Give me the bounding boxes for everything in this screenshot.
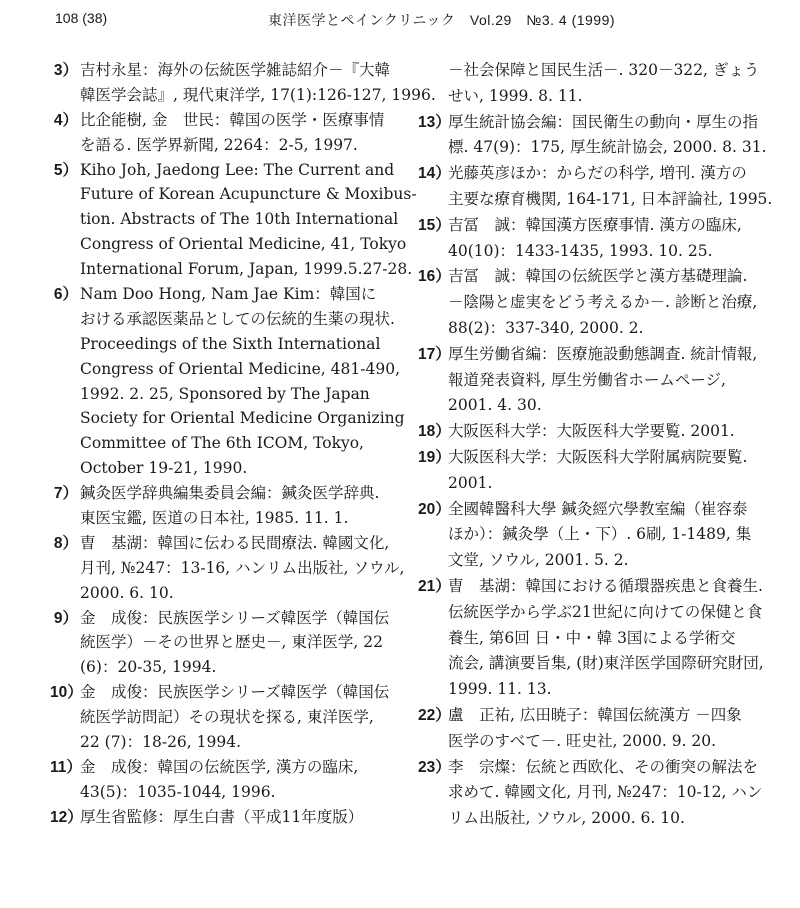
reference-text-line: tion. Abstracts of The 10th International — [80, 210, 399, 229]
reference-text-line: －陰陽と虚実をどう考えるか－. 診断と治療, — [448, 293, 758, 312]
reference-item — [418, 703, 773, 755]
reference-text-line: Future of Korean Acupuncture & Moxibus- — [80, 185, 417, 204]
reference-number: 18） — [418, 423, 451, 441]
reference-item — [50, 481, 395, 531]
reference-text-line: 吉冨 誠：韓国の伝統医学と漢方基礎理論. — [448, 267, 748, 286]
reference-text-line: 光藤英彦ほか：からだの科学, 増刊. 漢方の — [448, 164, 747, 183]
reference-number: 15） — [418, 216, 451, 234]
reference-item — [418, 574, 773, 703]
reference-item — [50, 606, 395, 681]
reference-text-line: 大阪医科大学：大阪医科大学要覧. 2001. — [448, 422, 735, 441]
reference-text-line: Congress of Oriental Medicine, 481-490, — [80, 359, 400, 378]
reference-item — [50, 805, 395, 830]
reference-text-line: 2000. 6. 10. — [80, 583, 174, 602]
reference-item — [418, 213, 773, 265]
reference-text-line: 李 宗燦：伝統と西欧化、その衝突の解法を — [448, 757, 759, 776]
reference-text-line: Committee of The 6th ICOM, Tokyo, — [80, 434, 364, 453]
reference-item — [418, 342, 773, 419]
reference-number: 12） — [50, 808, 83, 826]
reference-text-line: 曺 基湖：韓国に伝わる民間療法. 韓國文化, — [80, 533, 390, 552]
reference-text-line: 厚生統計協会編：国民衛生の動向・厚生の指 — [448, 112, 759, 131]
reference-text-line: 月刊, №247：13-16, ハンリム出版社, ソウル, — [80, 558, 405, 577]
reference-text-line: 2001. 4. 30. — [448, 396, 542, 415]
references-right-column — [418, 58, 773, 832]
reference-number: 3） — [53, 62, 78, 79]
reference-item — [50, 108, 395, 158]
reference-text-line: International Forum, Japan, 1999.5.27-28. — [80, 260, 413, 279]
reference-number: 4） — [53, 111, 78, 129]
reference-text-line: 標. 47(9)：175, 厚生統計協会, 2000. 8. 31. — [448, 138, 767, 157]
reference-text-line: Nam Doo Hong, Nam Jae Kim：韓国に — [80, 285, 377, 304]
reference-number: 6） — [53, 286, 78, 304]
reference-text-line: 吉冨 誠：韓国漢方医療事情. 漢方の臨床, — [448, 215, 742, 234]
page-number: 108 (38) — [55, 10, 108, 26]
reference-text-line: 吉村永星：海外の伝統医学雑誌紹介－『大韓 — [80, 61, 391, 79]
reference-text-line: ほか）：鍼灸學（上・下）. 6刷, 1-1489, 集 — [448, 525, 752, 544]
reference-text-line: 1992. 2. 25, Sponsored by The Japan — [80, 384, 370, 403]
reference-item — [418, 264, 773, 341]
reference-text-line: －社会保障と国民生活－. 320－322, ぎょう — [448, 61, 760, 79]
reference-text-line: 主要な療育機関, 164-171, 日本評論社, 1995. — [448, 189, 773, 208]
reference-item — [418, 445, 773, 497]
reference-text-line: 東医宝鑑, 医道の日本社, 1985. 11. 1. — [80, 509, 349, 528]
reference-number: 19） — [418, 448, 451, 466]
reference-text-line: 曺 基湖：韓国における循環器疾患と食養生. — [448, 576, 763, 595]
reference-text-line: 文堂, ソウル, 2001. 5. 2. — [448, 551, 629, 570]
reference-item — [50, 282, 405, 481]
reference-text-line: (6)：20-35, 1994. — [80, 658, 217, 677]
reference-text-line: 大阪医科大学：大阪医科大学附属病院要覧. — [448, 447, 748, 466]
reference-number: 17） — [418, 345, 451, 363]
reference-number: 8） — [53, 534, 78, 552]
reference-text-line: リム出版社, ソウル, 2000. 6. 10. — [448, 809, 685, 828]
reference-text-line: 2001. — [448, 473, 493, 492]
reference-text-line: 流会, 講演要旨集, (財)東洋医学国際研究財団, — [448, 654, 764, 673]
reference-item — [418, 755, 773, 832]
reference-text-line: 金 成俊：民族医学シリーズ韓医学（韓国伝 — [80, 608, 390, 627]
reference-item — [50, 158, 417, 282]
reference-text-line: 全國韓醫科大學 鍼灸經穴學教室編（崔容泰 — [448, 499, 748, 518]
reference-text-line: 金 成俊：民族医学シリーズ韓医学（韓国伝 — [80, 683, 390, 702]
reference-number: 13） — [418, 113, 451, 131]
reference-text-line: 報道発表資料, 厚生労働省ホームページ, — [448, 370, 726, 389]
reference-item — [50, 58, 436, 108]
reference-text-line: 40(10)：1433-1435, 1993. 10. 25. — [448, 241, 713, 260]
reference-text-line: を語る. 医学界新聞, 2264：2-5, 1997. — [80, 135, 358, 154]
reference-text-line: 医学のすべて－. 旺史社, 2000. 9. 20. — [448, 731, 717, 750]
reference-number: 11） — [50, 758, 82, 776]
reference-text-line: 統医学）－その世界と歴史－, 東洋医学, 22 — [80, 633, 383, 652]
reference-text-line: Proceedings of the Sixth International — [80, 334, 381, 353]
reference-text-line: 厚生省監修：厚生白書（平成11年度版） — [80, 807, 364, 826]
reference-text-line: 厚生労働省編：医療施設動態調査. 統計情報, — [448, 344, 758, 363]
reference-text-line: 88(2)：337-340, 2000. 2. — [448, 318, 644, 337]
reference-number: 21） — [418, 577, 451, 595]
reference-text-line: October 19-21, 1990. — [80, 459, 248, 478]
reference-text-line: 金 成俊：韓国の伝統医学, 漢方の臨床, — [80, 757, 359, 776]
reference-number: 10） — [50, 684, 83, 702]
reference-number: 5） — [53, 161, 78, 179]
reference-text-line: 韓医学会誌』, 現代東洋学, 17(1):126-127, 1996. — [80, 85, 436, 104]
reference-number: 22） — [418, 706, 451, 724]
reference-number: 14） — [418, 165, 451, 183]
reference-text-line: 1999. 11. 13. — [448, 680, 552, 699]
reference-item — [418, 58, 773, 110]
reference-text-line: Society for Oriental Medicine Organizing — [80, 409, 405, 428]
reference-item — [418, 161, 773, 213]
reference-item — [418, 419, 773, 445]
reference-number: 16） — [418, 268, 451, 286]
reference-text-line: 統医学訪問記）その現状を探る, 東洋医学, — [80, 708, 374, 727]
reference-item — [50, 531, 405, 606]
reference-text-line: 求めて. 韓國文化, 月刊, №247：10-12, ハン — [448, 783, 763, 802]
reference-text-line: せい, 1999. 8. 11. — [448, 86, 583, 105]
reference-number: 23） — [418, 758, 451, 776]
reference-text-line: Kiho Joh, Jaedong Lee: The Current and — [80, 160, 395, 179]
reference-item — [418, 110, 773, 162]
reference-number: 7） — [53, 485, 78, 503]
reference-number: 9） — [53, 609, 78, 627]
reference-item — [50, 755, 395, 805]
reference-item — [418, 497, 773, 574]
reference-text-line: 鍼灸医学辞典編集委員会編：鍼灸医学辞典. — [80, 484, 380, 503]
reference-text-line: Congress of Oriental Medicine, 41, Tokyo — [80, 235, 407, 254]
reference-number: 20） — [418, 500, 451, 518]
reference-text-line: 比企能樹, 金 世民：韓国の医学・医療事情 — [80, 110, 385, 129]
journal-running-title: 東洋医学とペインクリニック Vol.29 №3. 4 (1999) — [268, 12, 616, 28]
reference-text-line: 43(5)：1035-1044, 1996. — [80, 782, 276, 801]
reference-text-line: 盧 正祐, 広田暁子：韓国伝統漢方 －四象 — [448, 705, 742, 724]
reference-item — [50, 680, 395, 755]
reference-text-line: 22 (7)：18-26, 1994. — [80, 733, 242, 752]
reference-text-line: 伝統医学から学ぶ21世紀に向けての保健と食 — [448, 602, 763, 621]
reference-text-line: 養生, 第6回 日・中・韓 3国による学術交 — [448, 628, 736, 647]
reference-text-line: おける承認医薬品としての伝統的生薬の現状. — [80, 309, 395, 328]
